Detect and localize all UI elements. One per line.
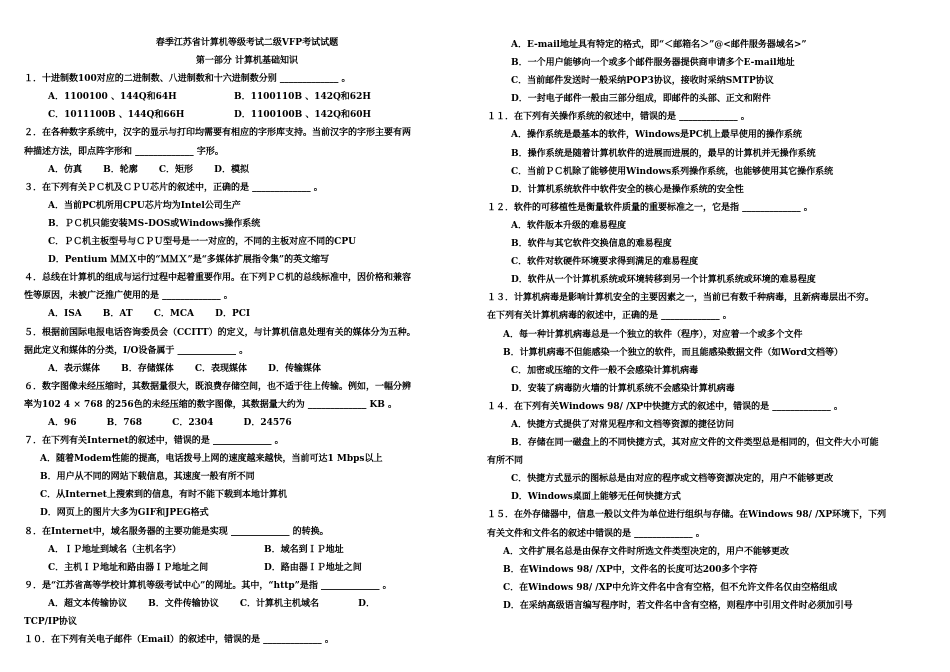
left-column	[24, 34, 470, 649]
q14-option-a: A．快捷方式提供了对常见程序和文档等资源的捷径访问	[511, 419, 734, 430]
question-6-cont: 率为102 4 × 768 的256色的未经压缩的数字图像，其数据量大约为 _____________ KB 。	[24, 399, 398, 410]
q14-option-c: C．快捷方式显示的图标总是由对应的程序或文档等资源决定的，用户不能够更改	[511, 474, 834, 485]
question-13: １３．计算机病毒是影响计算机安全的主要因素之一，当前已有数千种病毒，且新病毒层出不穷。	[487, 293, 875, 304]
question-9: ９．是“江苏省高等学校计算机等级考试中心”的网址。其中，“http”是指 _____________ 。	[24, 580, 392, 591]
question-2: ２．在各种数字系统中，汉字的显示与打印均需要有相应的字形库支持。当前汉字的字形主要有两	[24, 128, 412, 139]
q14-option-b: B．存储在同一磁盘上的不同快捷方式，其对应文件的文件类型总是相同的，但文件大小可能	[511, 438, 879, 449]
question-14: １４．在下列有关Windows 98/ /XP中快捷方式的叙述中，错误的是 _____________ 。	[487, 401, 843, 412]
section-title: 第一部分 计算机基础知识	[195, 56, 299, 67]
question-9-cont: TCP/IP协议	[24, 617, 77, 627]
question-5: ５．根据前国际电报电话咨询委员会（CCITT）的定义，与计算机信息处理有关的媒体分为五种。	[24, 327, 416, 338]
q11-option-c: C．当前ＰＣ机除了能够使用Windows系列操作系统，也能够使用其它操作系统	[511, 166, 834, 177]
question-15-cont: 有关文件和文件名的叙述中错误的是 _____________ 。	[487, 528, 705, 539]
q3-option-d: D．Pentium ＭＭＸ中的“ＭＭＸ”是“多媒体扩展指令集”的英文缩写	[48, 255, 330, 266]
question-4: ４．总线在计算机的组成与运行过程中起着重要作用。在下列ＰＣ机的总线标准中，因价格和兼容	[24, 273, 412, 284]
question-5-cont: 据此定义和媒体的分类，I/O设备属于 _____________ 。	[24, 345, 249, 356]
q13-option-c: C．加密或压缩的文件一般不会感染计算机病毒	[511, 365, 699, 376]
question-13-cont: 在下列有关计算机病毒的叙述中，正确的是 _____________ 。	[487, 311, 732, 322]
question-11: １１．在下列有关操作系统的叙述中，错误的是 _____________ 。	[487, 112, 750, 123]
q8-option-b: B．域名到ＩＰ地址	[264, 544, 344, 555]
q2-options: A．仿真 B．轮廓 C．矩形 D．模拟	[48, 164, 249, 175]
q7-option-c: C．从Internet上搜索到的信息，有时不能下载到本地计算机	[40, 490, 287, 501]
question-7: ７．在下列有关Internet的叙述中，错误的是 _____________ 。	[24, 436, 284, 447]
q15-option-c: C．在Windows 98/ /XP中允许文件名中含有空格，但不允许文件名仅由空格组成	[503, 582, 838, 593]
question-15: １５．在外存储器中，信息一般以文件为单位进行组织与存储。在Windows 98/ /XP环境下，下列	[487, 510, 887, 521]
q1-option-b: B．1100110B 、142Q和62H	[234, 92, 371, 103]
question-6: ６．数字图像未经压缩时，其数据量很大，既浪费存储空间，也不适于往上传输。例如，一幅分辨	[24, 381, 412, 392]
question-8: ８．在Internet中，域名服务器的主要功能是实现 _____________ 的转换。	[24, 526, 329, 537]
q1-option-d: D．1100100B 、142Q和60H	[234, 110, 372, 121]
q8-option-d: D．路由器ＩＰ地址之间	[264, 562, 362, 573]
q15-option-a: A．文件扩展名总是由保存文件时所选文件类型决定的，用户不能够更改	[503, 546, 789, 557]
q7-option-b: B．用户从不同的网站下载信息，其速度一般有所不同	[40, 472, 255, 483]
q12-option-c: C．软件对软硬件环境要求得到满足的难易程度	[511, 257, 699, 268]
q1-option-a: A．1100100 、144Q和64H	[48, 92, 177, 103]
q6-options: A．96 B．768 C．2304 D．24576	[48, 417, 292, 428]
q3-option-c: C．ＰＣ机主板型号与ＣＰＵ型号是一一对应的，不同的主板对应不同的CPU	[48, 237, 356, 248]
q8-options-row1	[24, 541, 470, 559]
q15-option-d: D．在采纳高级语言编写程序时，若文件名中含有空格，则程序中引用文件时必须加引号	[503, 600, 853, 611]
q8-option-c: C．主机ＩＰ地址和路由器ＩＰ地址之间	[48, 562, 209, 573]
q11-option-a: A．操作系统是最基本的软件，Windows是PC机上最早使用的操作系统	[511, 130, 802, 141]
q7-option-a: A．随着Modem性能的提高，电话拨号上网的速度越来越快，当前可达1 Mbps以上	[40, 454, 383, 465]
q5-options: A．表示媒体 B．存储媒体 C．表现媒体 D．传输媒体	[48, 363, 321, 374]
q10-option-d: D．一封电子邮件一般由三部分组成，即邮件的头部、正文和附件	[511, 94, 771, 105]
q13-option-d: D．安装了病毒防火墙的计算机系统不会感染计算机病毒	[511, 383, 735, 394]
exam-title: 春季江苏省计算机等级考试二级VFP考试试题	[155, 38, 339, 48]
q3-option-a: A．当前PC机所用CPU芯片均为Intel公司生产	[48, 200, 241, 211]
q1-options-row2	[24, 106, 470, 124]
q1-options-row1	[24, 88, 470, 106]
question-2-cont: 种描述方法，即点阵字形和 _____________ 字形。	[24, 146, 224, 157]
q10-option-c: C．当前邮件发送时一般采纳POP3协议，接收时采纳SMTP协议	[511, 76, 774, 87]
q12-option-d: D．软件从一个计算机系统或环境转移到另一个计算机系统或环境的难易程度	[511, 275, 816, 286]
q7-option-d: D．网页上的图片大多为GIF和JPEG格式	[40, 508, 209, 519]
q14-option-d: D．Windows桌面上能够无任何快捷方式	[511, 492, 681, 503]
q8-option-a: A．ＩＰ地址到域名（主机名字）	[48, 544, 181, 555]
q11-option-b: B．操作系统是随着计算机软件的进展而进展的，最早的计算机并无操作系统	[511, 148, 816, 159]
q15-option-b: B．在Windows 98/ /XP中，文件名的长度可达200多个字符	[503, 564, 758, 575]
q12-option-a: A．软件版本升级的难易程度	[511, 220, 626, 231]
q8-options-row2	[24, 559, 470, 577]
q4-options: A．ISA B．AT C．MCA D．PCI	[48, 309, 251, 320]
q1-option-c: C．1011100B 、144Q和66H	[48, 110, 185, 121]
q14-option-b-cont: 有所不同	[487, 456, 524, 467]
right-column	[487, 36, 929, 615]
q13-option-a: A．每一种计算机病毒总是一个独立的软件（程序），对应着一个或多个文件	[503, 329, 803, 340]
question-3: ３．在下列有关ＰＣ机及ＣＰＵ芯片的叙述中，正确的是 _____________ 。	[24, 182, 323, 193]
q9-options: A．超文本传输协议 B．文件传输协议 C．计算机主机域名 D．	[48, 598, 375, 609]
question-4-cont: 性等原因，未被广泛推广使用的是 _____________ 。	[24, 291, 233, 302]
question-12: １２．软件的可移植性是衡量软件质量的重要标准之一，它是指 _____________ 。	[487, 202, 813, 213]
q12-option-b: B．软件与其它软件交换信息的难易程度	[511, 239, 672, 250]
q11-option-d: D．计算机系统软件中软件安全的核心是操作系统的安全性	[511, 184, 744, 195]
q3-option-b: B．ＰＣ机只能安装MS-DOS或Windows操作系统	[48, 218, 261, 229]
q13-option-b: B．计算机病毒不但能感染一个独立的软件，而且能感染数据文件（如Word文档等）	[503, 347, 844, 358]
question-1: １．十进制数100对应的二进制数、八进制数和十六进制数分别 _____________ 。	[24, 74, 351, 85]
q10-option-b: B．一个用户能够向一个或多个邮件服务器提供商申请多个E-mail地址	[511, 58, 795, 69]
question-10: １０．在下列有关电子邮件（Email）的叙述中，错误的是 _____________ 。	[24, 635, 334, 646]
q10-option-a: A．E-mail地址具有特定的格式，即“＜邮箱名＞”@<邮件服务器域名>”	[511, 40, 807, 50]
